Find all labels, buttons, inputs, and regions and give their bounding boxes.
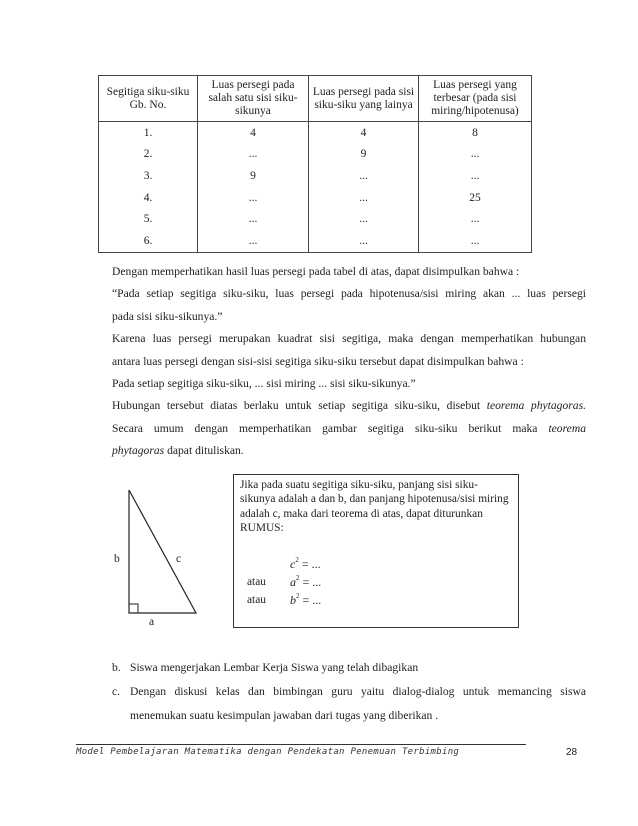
table-cell: ...	[309, 230, 419, 252]
table-cell: ...	[419, 230, 532, 252]
side-label-b: b	[114, 553, 120, 565]
list-item-text: Siswa mengerjakan Lembar Kerja Siswa yang telah dibagikan	[130, 661, 419, 674]
side-label-a: a	[149, 616, 155, 628]
table-row	[99, 230, 532, 252]
list-item	[112, 680, 586, 728]
table-cell: 4.	[99, 187, 198, 209]
paragraph: pada sisi siku-sikunya.”	[112, 309, 223, 323]
paragraph	[112, 395, 586, 417]
eq-variable: c	[290, 557, 296, 571]
table-header: Luas persegi pada salah satu sisi siku-sikunya	[198, 76, 309, 122]
table-cell: ...	[309, 208, 419, 230]
table-cell: 1.	[99, 122, 198, 144]
table-row	[99, 165, 532, 187]
table-header: Luas persegi pada sisi siku-siku yang lainya	[309, 76, 419, 122]
rumus-text: Jika pada suatu segitiga siku-siku, panjang sisi siku-sikunya adalah a dan b, dan panjang hipotenusa/sisi miring adalah c, maka dari teorema di atas, dapat diturunkan RUMUS:	[240, 479, 509, 535]
table-row	[99, 144, 532, 166]
table-cell: 4	[198, 122, 309, 144]
table-cell: ...	[198, 208, 309, 230]
eq-rhs: = ...	[302, 593, 322, 607]
page-number: 28	[566, 747, 578, 758]
text-span: Hubungan tersebut diatas berlaku untuk setiap segitiga siku-siku, disebut	[112, 399, 487, 413]
eq-exponent: 2	[296, 574, 300, 582]
table-cell: 5.	[99, 208, 198, 230]
paragraph	[112, 418, 586, 440]
side-label-c: c	[176, 553, 182, 565]
text-span: Secara umum dengan memperhatikan gambar segitiga siku-siku berikut maka	[112, 421, 549, 435]
rumus-box	[233, 474, 519, 628]
table-cell: ...	[419, 165, 532, 187]
table-cell: ...	[419, 208, 532, 230]
table-header-row	[99, 76, 532, 122]
footer-title: Model Pembelajaran Matematika dengan Pendekatan Penemuan Terbimbing	[76, 747, 460, 757]
table-cell: 2.	[99, 144, 198, 166]
table-cell: ...	[309, 165, 419, 187]
paragraph: Pada setiap segitiga siku-siku, ... sisi miring ... sisi siku-sikunya.”	[112, 377, 416, 391]
eq-rhs: = ...	[302, 575, 322, 589]
eq-variable: b	[290, 593, 296, 607]
table-cell: 9	[309, 144, 419, 166]
right-angle-marker	[129, 604, 138, 613]
paragraph: Dengan memperhatikan hasil luas persegi pada tabel di atas, dapat disimpulkan bahwa :	[112, 265, 520, 278]
table-cell: 6.	[99, 230, 198, 252]
equation-a	[290, 575, 321, 590]
triangle-shape	[129, 490, 196, 613]
list-item-text: Dengan diskusi kelas dan bimbingan guru yaitu dialog-dialog untuk memancing siswa menemukan suatu kesimpulan jawaban dari tugas yang diberikan .	[130, 685, 586, 722]
table-cell: ...	[419, 144, 532, 166]
atau-label: atau	[247, 594, 266, 606]
eq-rhs: = ...	[301, 557, 321, 571]
list-marker: c.	[112, 685, 121, 698]
paragraph: antara luas persegi dengan sisi-sisi segitiga siku-siku tersebut dapat disimpulkan bahwa :	[112, 354, 524, 368]
text-span: dapat dituliskan.	[164, 444, 244, 458]
italic-term: teorema	[548, 421, 586, 435]
list-marker: b.	[112, 661, 121, 674]
table-header: Luas persegi yang terbesar (pada sisi miring/hipotenusa)	[419, 76, 532, 122]
table-row	[99, 122, 532, 144]
eq-exponent: 2	[295, 556, 299, 564]
table-cell: 8	[419, 122, 532, 144]
eq-variable: a	[290, 575, 296, 589]
equation-c	[290, 557, 321, 572]
table-row	[99, 187, 532, 209]
table-cell: 3.	[99, 165, 198, 187]
list-item	[112, 656, 586, 680]
paragraph: “Pada setiap segitiga siku-siku, luas persegi pada hipotenusa/sisi miring akan ... luas persegi	[112, 287, 586, 301]
table-cell: 25	[419, 187, 532, 209]
table-cell: ...	[198, 187, 309, 209]
table-cell: ...	[309, 187, 419, 209]
table-cell: 4	[309, 122, 419, 144]
footer-rule	[76, 744, 526, 745]
paragraph	[112, 440, 586, 462]
table-header: Segitiga siku-siku Gb. No.	[99, 76, 198, 122]
eq-exponent: 2	[296, 592, 300, 600]
luas-persegi-table	[98, 75, 532, 253]
body-text	[112, 261, 586, 463]
table-cell: ...	[198, 144, 309, 166]
paragraph: Karena luas persegi merupakan kuadrat sisi segitiga, maka dengan memperhatikan hubungan	[112, 332, 586, 346]
table-cell: 9	[198, 165, 309, 187]
italic-term: teorema phytagoras.	[486, 399, 586, 413]
table-cell: ...	[198, 230, 309, 252]
italic-term: phytagoras	[112, 444, 165, 458]
table-row	[99, 208, 532, 230]
steps-list	[112, 656, 586, 728]
atau-label: atau	[247, 576, 266, 588]
equation-b	[290, 593, 321, 608]
